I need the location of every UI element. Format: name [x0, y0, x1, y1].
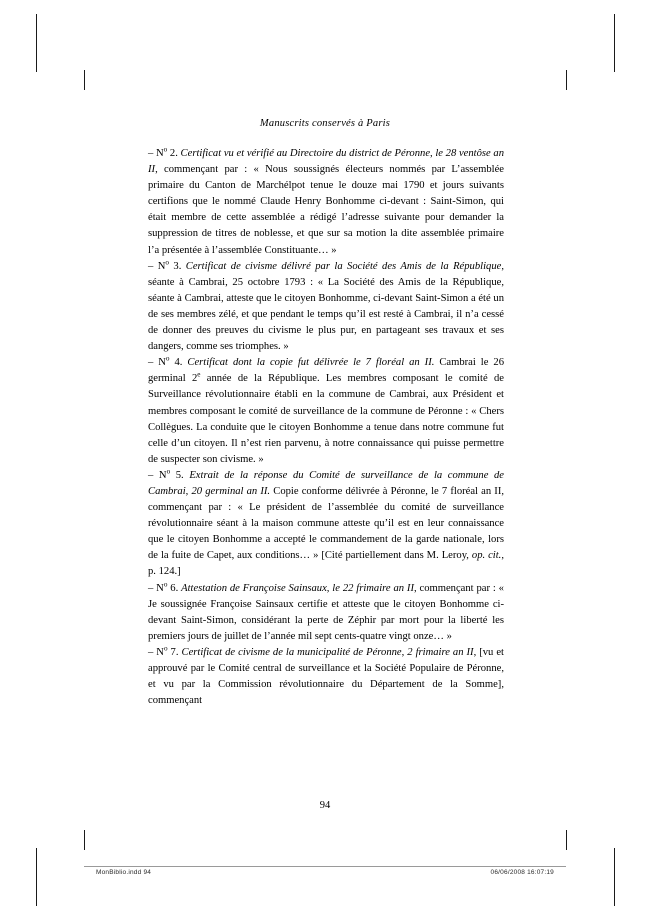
footer-divider — [84, 866, 566, 867]
paragraph-item-3: – $N^o$ 3. Certificat de civisme délivré par la Société des Amis de la République, séante à Cambrai, 25 octobre 1793 : « La Société des Amis de la République, séante à Cambrai, atteste que le citoyen Bonhomme, ci-devant Saint-Simon a été un de ses membres zélé, et que pendant le temps qu’il est resté à Cambrai, il n’a cessé de donner des preuves du civisme le plus pur, en partageant ses travaux et ses dangers, comme ses triomphes. » — [148, 258, 504, 353]
page-number: 94 — [319, 800, 331, 811]
paragraph-item-7: – $N^o$ 7. Certificat de civisme de la municipalité de Péronne, 2 frimaire an II, [vu et approuvé par le Comité central de surveillance et la Société Populaire de Péronne, et vu par la Commission révolutionnaire du Département de la Somme], commençant — [148, 644, 504, 707]
paragraph-item-6: – $N^o$ 6. Attestation de Françoise Sainsaux, le 22 frimaire an II, commençant par : « Je soussignée Françoise Sainsaux certifie et atteste que le citoyen Bonhomme ci-devant Saint-Simon, considérant la perte de Zéphir par mort pour la liberté les premiers jours de juillet de l’année mil sept cents-quatre vingt onze… » — [148, 580, 504, 642]
footer-file-slug: MonBiblio.indd 94 — [96, 869, 152, 876]
paragraph-item-2: – $N^o$ 2. Certificat vu et vérifié au Directoire du district de Péronne, le 28 ventôse an II, commençant par : « Nous soussignés électeurs nommés par L’assemblée primaire du Canton de Marchélpot tenue le douze mai 1790 et jours suivants certifions que le nommé Claude Henry Bonhomme ci-devant : Saint-Simon, qui était membre de cette assemblée a rédigé l’adresse suivante pour demander la suppression de titres de noblesse, et que sur sa motion la dite assemblée primaire l’a présentée à l’assemblée Constituante… » — [148, 145, 504, 256]
paragraph-item-5: – $N^o$ 5. Extrait de la réponse du Comité de surveillance de la commune de Cambrai, 20 germinal an II. Copie conforme délivrée à Péronne, le 7 floréal an II, commençant par : « Le président de l’assemblée du comité de surveillance révolutionnaire séant à la maison commune atteste qu’il est en leur connaissance que le citoyen Bonhomme a accepté le commandement de la garde nationale, lors de la fuite de Capet, aux conditions… » [Cité partiellement dans M. Leroy, op. cit., p. 124.] — [148, 467, 504, 578]
body-text-block — [148, 146, 504, 709]
running-head: Manuscrits conservés à Paris — [259, 118, 391, 129]
paragraph-item-4: – $N^o$ 4. Certificat dont la copie fut délivrée le 7 floréal an II. Cambrai le 26 germinal 2e année de la République. Les membres composant le comité de Surveillance révolutionnaire établi en la commune de Cambrai, aux Président et membres composant le comité de surveillance de la commune de Péronne : « Chers Collègues. La conduite que le citoyen Bonhomme a tenue dans notre commune fut celle d’un citoyen. Il n’est rien parvenu, à notre connaissance qui puisse permettre de suspecter son civisme. » — [148, 354, 504, 465]
footer-timestamp: 06/06/2008 16:07:19 — [490, 869, 554, 876]
